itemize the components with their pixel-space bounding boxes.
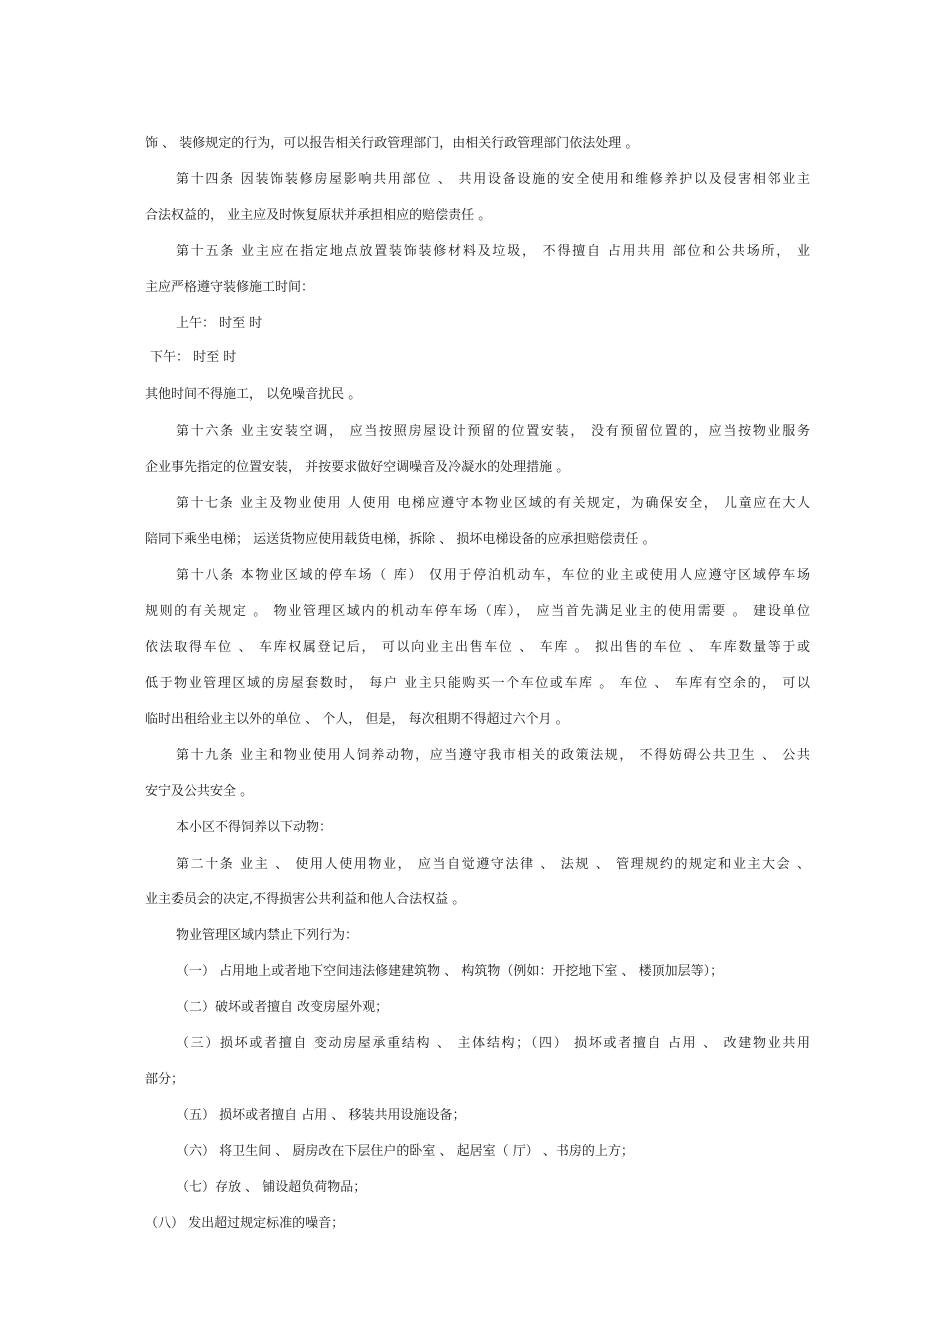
text-line-12: 陪同下乘坐电梯； 运送货物应使用载货电梯，拆除 、 损坏电梯设备的应承担赔偿责任 。: [145, 532, 656, 547]
text-line-29: （六） 将卫生间 、 厨房改在下层住户的卧室 、 起居室（ 厅） 、书房的上方；: [176, 1144, 634, 1159]
text-line-19: 安宁及公共安全 。: [145, 784, 254, 799]
text-line-25: （二）破坏或者擅自 改变房屋外观；: [176, 1000, 389, 1015]
text-line-24: （一） 占用地上或者地下空间违法修建建筑物 、 构筑物（例如：开挖地下室 、 楼顶加层等）；: [176, 964, 724, 979]
text-line-4: 第十五条 业主应在指定地点放置装饰装修材料及垃圾， 不得擅自 占用共用 部位和公共场所， 业: [176, 244, 810, 259]
text-line-28: （五） 损坏或者擅自 占用 、 移装共用设施设备；: [176, 1108, 466, 1123]
text-line-13: 第十八条 本物业区域的停车场（ 库） 仅用于停泊机动车，车位的业主或使用人应遵守区域停车场: [176, 568, 810, 583]
text-line-26: （三）损坏或者擅自 变动房屋承重结构 、 主体结构；（四） 损坏或者擅自 占用 、 改建物业共用: [176, 1036, 810, 1051]
text-line-21: 第二十条 业主 、 使用人使用物业， 应当自觉遵守法律 、 法规 、 管理规约的规定和业主大会 、: [176, 857, 810, 872]
text-line-15: 依法取得车位 、 车库权属登记后， 可以向业主出售车位 、 车库 。 拟出售的车位 、 车库数量等于或: [145, 640, 810, 655]
text-line-1: 饰 、 装修规定的行为，可以报告相关行政管理部门，由相关行政管理部门依法处理 。: [145, 136, 639, 151]
text-line-30: （七）存放 、 铺设超负荷物品；: [176, 1180, 367, 1195]
text-line-10: 企业事先指定的位置安装， 并按要求做好空调噪音及冷凝水的处理措施 。: [145, 460, 570, 475]
text-line-8: 其他时间不得施工， 以免噪音扰民 。: [145, 387, 362, 402]
text-line-22: 业主委员会的决定,不得损害公共利益和他人合法权益 。: [145, 892, 466, 907]
text-line-20: 本小区不得饲养以下动物：: [176, 820, 333, 835]
text-line-7: 下午： 时至 时: [150, 350, 237, 365]
text-line-18: 第十九条 业主和物业使用人饲养动物，应当遵守我市相关的政策法规， 不得妨碍公共卫生 、 公共: [176, 748, 810, 763]
text-line-16: 低于物业管理区域的房屋套数时， 每户 业主只能购买一个车位或车库 。 车位 、 车库有空余的， 可以: [145, 676, 810, 691]
text-line-5: 主应严格遵守装修施工时间：: [145, 280, 315, 295]
text-line-11: 第十七条 业主及物业使用 人使用 电梯应遵守本物业区域的有关规定，为确保安全， 儿童应在大人: [176, 496, 810, 511]
text-line-17: 临时出租给业主以外的单位 、 个人， 但是， 每次租期不得超过六个月 。: [145, 712, 569, 727]
text-line-23: 物业管理区域内禁止下列行为：: [176, 928, 359, 943]
text-line-27: 部分；: [145, 1072, 185, 1087]
text-line-9: 第十六条 业主安装空调， 应当按照房屋设计预留的位置安装， 没有预留位置的，应当按物业服务: [176, 424, 810, 439]
text-line-6: 上午： 时至 时: [176, 316, 263, 331]
text-line-14: 规则的有关规定 。 物业管理区域内的机动车停车场（库）， 应当首先满足业主的使用需要 。 建设单位: [145, 604, 810, 619]
text-line-2: 第十四条 因装饰装修房屋影响共用部位 、 共用设备设施的安全使用和维修养护以及侵害相邻业主: [176, 172, 810, 187]
text-line-31: （八） 发出超过规定标准的噪音；: [145, 1216, 345, 1231]
text-line-3: 合法权益的， 业主应及时恢复原状并承担相应的赔偿责任 。: [145, 208, 492, 223]
